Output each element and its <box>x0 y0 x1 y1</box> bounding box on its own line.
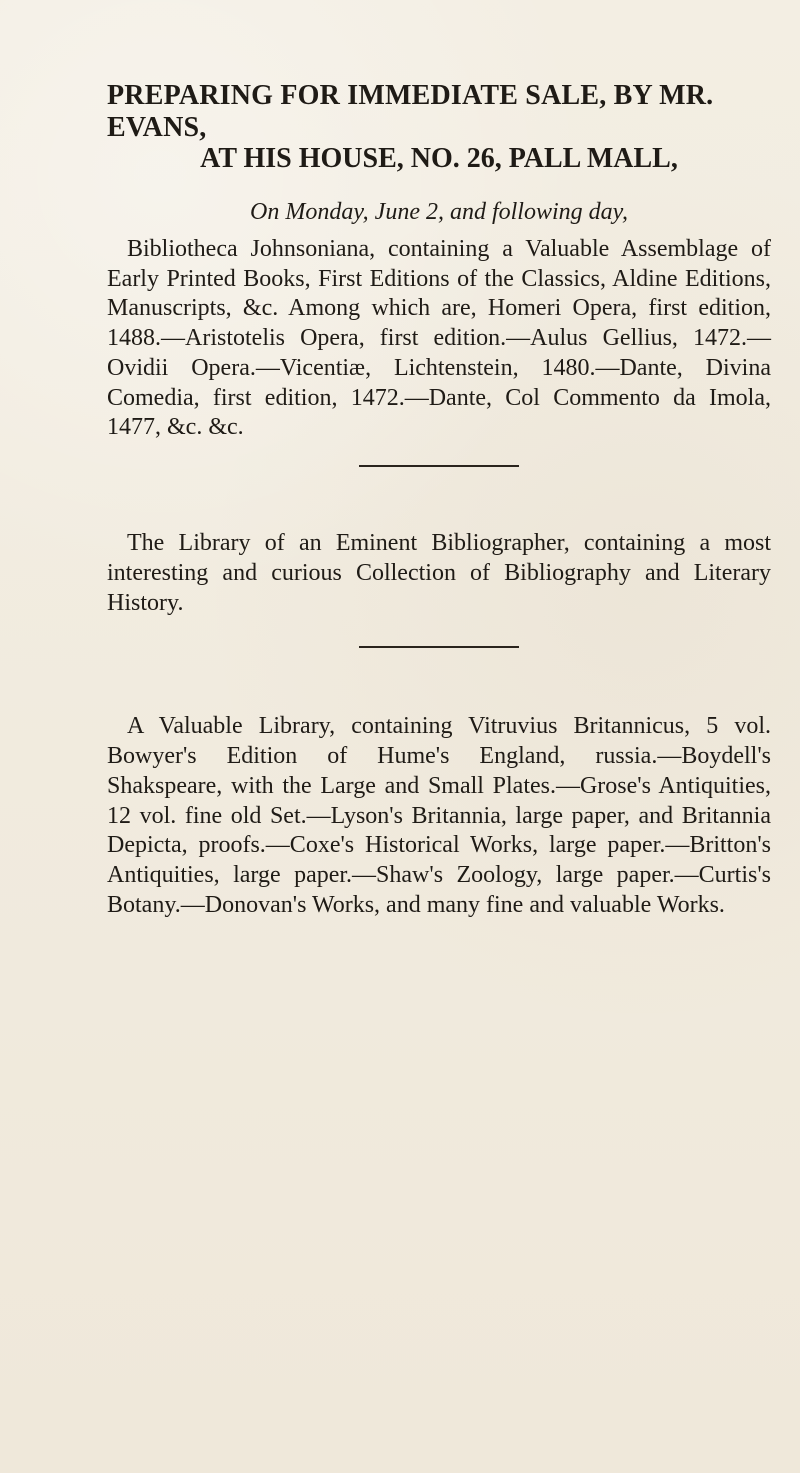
valuable-library-paragraph: A Valuable Library, containing Vitruvius Britannicus, 5 vol. Bowyer's Edition of Hume's England, russia.—Boydell's Shakspeare, with the Large and Small Plates.—Grose's Antiquities, 12 vol. fine old Set.—Lyson's Britannia, large paper, and Britannia Depicta, proofs.—Coxe's Historical Works, large paper.—Britton's Antiquities, large paper.—Shaw's Zoology, large paper.—Curtis's Botany.—Donovan's Works, and many fine and valuable Works. <box>107 713 771 918</box>
address-heading: AT HIS HOUSE, NO. 26, PALL MALL, <box>200 143 678 175</box>
eminent-bibliographer-paragraph: The Library of an Eminent Bibliographer, containing a most interesting and curious Collection of Bibliography and Literary History. <box>107 530 771 616</box>
document-content <box>107 80 771 921</box>
sale-heading: PREPARING FOR IMMEDIATE SALE, BY MR. EVANS, <box>107 80 714 144</box>
sale-date-line: On Monday, June 2, and following day, <box>250 199 628 226</box>
section-divider <box>359 465 519 467</box>
section-divider <box>359 646 519 648</box>
bibliotheca-paragraph: Bibliotheca Johnsoniana, containing a Valuable Assemblage of Early Printed Books, First Editions of the Classics, Aldine Editions, Manuscripts, &c. Among which are, Homeri Opera, first edition, 1488.—Aristotelis Opera, first edition.—Aulus Gellius, 1472.—Ovidii Opera.—Vicentiæ, Lichtenstein, 1480.—Dante, Divina Comedia, first edition, 1472.—Dante, Col Commento da Imola, 1477, &c. &c. <box>107 235 771 441</box>
